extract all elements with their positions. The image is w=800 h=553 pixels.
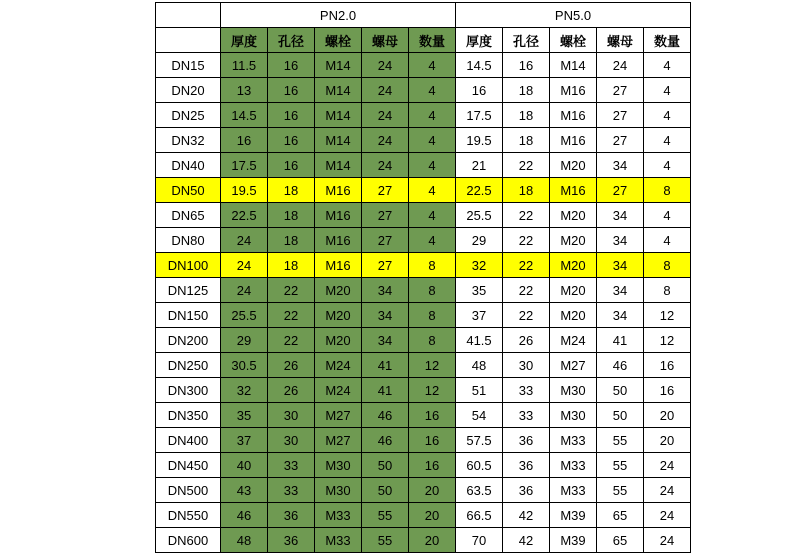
cell-pn20: 4 — [409, 203, 456, 228]
cell-pn50: 16 — [644, 353, 691, 378]
cell-pn50: 30 — [503, 353, 550, 378]
cell-pn50: 4 — [644, 153, 691, 178]
table-row — [156, 353, 691, 378]
cell-pn50: M14 — [550, 53, 597, 78]
flange-spec-sheet — [155, 2, 691, 553]
subheader-pn50-quantity: 数量 — [644, 28, 691, 53]
cell-pn50: 50 — [597, 403, 644, 428]
cell-pn50: 20 — [644, 428, 691, 453]
corner-cell — [156, 3, 221, 28]
cell-pn50: 34 — [597, 278, 644, 303]
cell-pn50: 18 — [503, 103, 550, 128]
cell-pn50: 33 — [503, 378, 550, 403]
cell-pn50: 22 — [503, 253, 550, 278]
cell-pn50: M33 — [550, 453, 597, 478]
cell-pn20: 12 — [409, 353, 456, 378]
cell-pn20: 55 — [362, 503, 409, 528]
cell-pn20: 17.5 — [221, 153, 268, 178]
cell-pn20: 33 — [268, 453, 315, 478]
cell-pn20: 16 — [268, 103, 315, 128]
cell-pn50: 18 — [503, 128, 550, 153]
cell-pn20: M24 — [315, 378, 362, 403]
table-row — [156, 503, 691, 528]
cell-pn20: 4 — [409, 103, 456, 128]
cell-pn20: 41 — [362, 378, 409, 403]
row-label: DN500 — [156, 478, 221, 503]
cell-pn20: 16 — [268, 153, 315, 178]
subheader-row — [156, 28, 691, 53]
cell-pn20: 29 — [221, 328, 268, 353]
cell-pn50: 4 — [644, 128, 691, 153]
cell-pn20: M30 — [315, 478, 362, 503]
table-body — [156, 3, 691, 553]
cell-pn20: 30.5 — [221, 353, 268, 378]
row-label: DN550 — [156, 503, 221, 528]
cell-pn50: 42 — [503, 503, 550, 528]
cell-pn20: M20 — [315, 328, 362, 353]
row-label: DN25 — [156, 103, 221, 128]
table-row — [156, 203, 691, 228]
cell-pn50: 22.5 — [456, 178, 503, 203]
cell-pn20: 16 — [268, 78, 315, 103]
cell-pn20: 37 — [221, 428, 268, 453]
cell-pn50: 4 — [644, 53, 691, 78]
cell-pn50: 22 — [503, 228, 550, 253]
row-label: DN150 — [156, 303, 221, 328]
cell-pn50: 32 — [456, 253, 503, 278]
subheader-pn20-hole-dia: 孔径 — [268, 28, 315, 53]
cell-pn20: 50 — [362, 478, 409, 503]
cell-pn20: 24 — [362, 153, 409, 178]
cell-pn50: 48 — [456, 353, 503, 378]
cell-pn20: 4 — [409, 228, 456, 253]
cell-pn50: M30 — [550, 378, 597, 403]
cell-pn20: 27 — [362, 178, 409, 203]
cell-pn50: M30 — [550, 403, 597, 428]
cell-pn20: 4 — [409, 78, 456, 103]
table-row — [156, 278, 691, 303]
cell-pn20: 32 — [221, 378, 268, 403]
cell-pn50: 12 — [644, 303, 691, 328]
cell-pn50: 4 — [644, 203, 691, 228]
cell-pn50: 65 — [597, 528, 644, 553]
cell-pn20: 30 — [268, 428, 315, 453]
cell-pn50: 25.5 — [456, 203, 503, 228]
cell-pn20: M14 — [315, 78, 362, 103]
cell-pn50: M20 — [550, 278, 597, 303]
cell-pn50: M33 — [550, 428, 597, 453]
table-row — [156, 103, 691, 128]
row-label: DN15 — [156, 53, 221, 78]
cell-pn20: 40 — [221, 453, 268, 478]
cell-pn50: 37 — [456, 303, 503, 328]
flange-spec-table — [155, 2, 691, 553]
cell-pn20: 14.5 — [221, 103, 268, 128]
table-row — [156, 478, 691, 503]
cell-pn20: 18 — [268, 228, 315, 253]
cell-pn50: M39 — [550, 528, 597, 553]
cell-pn20: 22 — [268, 278, 315, 303]
cell-pn50: 16 — [644, 378, 691, 403]
group-header-row — [156, 3, 691, 28]
cell-pn20: M20 — [315, 278, 362, 303]
subheader-pn50-nut: 螺母 — [597, 28, 644, 53]
cell-pn50: M16 — [550, 178, 597, 203]
cell-pn20: 20 — [409, 503, 456, 528]
cell-pn50: 22 — [503, 153, 550, 178]
cell-pn20: M16 — [315, 203, 362, 228]
cell-pn20: 34 — [362, 328, 409, 353]
cell-pn20: 55 — [362, 528, 409, 553]
subheader-pn50-bolt: 螺栓 — [550, 28, 597, 53]
cell-pn20: 8 — [409, 328, 456, 353]
table-row — [156, 303, 691, 328]
row-label: DN80 — [156, 228, 221, 253]
cell-pn50: 65 — [597, 503, 644, 528]
table-row — [156, 153, 691, 178]
cell-pn20: 26 — [268, 353, 315, 378]
cell-pn50: 34 — [597, 303, 644, 328]
cell-pn50: M27 — [550, 353, 597, 378]
cell-pn50: 34 — [597, 203, 644, 228]
cell-pn50: M20 — [550, 253, 597, 278]
cell-pn20: M24 — [315, 353, 362, 378]
table-row — [156, 53, 691, 78]
cell-pn20: 16 — [409, 453, 456, 478]
cell-pn50: M20 — [550, 203, 597, 228]
cell-pn50: 51 — [456, 378, 503, 403]
cell-pn20: 46 — [221, 503, 268, 528]
cell-pn50: 34 — [597, 153, 644, 178]
cell-pn20: M27 — [315, 428, 362, 453]
cell-pn20: 36 — [268, 503, 315, 528]
subheader-pn20-nut: 螺母 — [362, 28, 409, 53]
cell-pn50: 60.5 — [456, 453, 503, 478]
cell-pn20: 27 — [362, 253, 409, 278]
cell-pn50: M16 — [550, 128, 597, 153]
cell-pn50: 8 — [644, 178, 691, 203]
cell-pn20: 46 — [362, 428, 409, 453]
cell-pn50: 19.5 — [456, 128, 503, 153]
row-label: DN65 — [156, 203, 221, 228]
cell-pn50: 8 — [644, 253, 691, 278]
cell-pn20: 11.5 — [221, 53, 268, 78]
cell-pn20: 33 — [268, 478, 315, 503]
cell-pn20: M14 — [315, 153, 362, 178]
cell-pn20: 27 — [362, 203, 409, 228]
cell-pn20: M14 — [315, 103, 362, 128]
cell-pn50: 57.5 — [456, 428, 503, 453]
cell-pn50: 22 — [503, 303, 550, 328]
cell-pn50: 27 — [597, 103, 644, 128]
cell-pn20: 20 — [409, 478, 456, 503]
row-label: DN20 — [156, 78, 221, 103]
cell-pn50: 54 — [456, 403, 503, 428]
cell-pn20: 13 — [221, 78, 268, 103]
cell-pn20: 24 — [362, 78, 409, 103]
cell-pn20: 8 — [409, 303, 456, 328]
row-label: DN450 — [156, 453, 221, 478]
cell-pn20: 27 — [362, 228, 409, 253]
cell-pn20: 25.5 — [221, 303, 268, 328]
row-label: DN40 — [156, 153, 221, 178]
cell-pn50: 27 — [597, 178, 644, 203]
subheader-pn50-thickness: 厚度 — [456, 28, 503, 53]
cell-pn20: 12 — [409, 378, 456, 403]
cell-pn20: 22 — [268, 328, 315, 353]
cell-pn20: 18 — [268, 253, 315, 278]
cell-pn50: 70 — [456, 528, 503, 553]
group-header-pn50: PN5.0 — [456, 3, 691, 28]
cell-pn20: 20 — [409, 528, 456, 553]
cell-pn50: 12 — [644, 328, 691, 353]
cell-pn20: 43 — [221, 478, 268, 503]
cell-pn20: 34 — [362, 303, 409, 328]
table-row — [156, 128, 691, 153]
cell-pn50: 20 — [644, 403, 691, 428]
cell-pn50: 36 — [503, 453, 550, 478]
cell-pn20: M33 — [315, 503, 362, 528]
cell-pn20: 46 — [362, 403, 409, 428]
subheader-blank — [156, 28, 221, 53]
cell-pn50: 27 — [597, 128, 644, 153]
table-row — [156, 403, 691, 428]
cell-pn20: 19.5 — [221, 178, 268, 203]
cell-pn50: 41.5 — [456, 328, 503, 353]
cell-pn20: M33 — [315, 528, 362, 553]
cell-pn20: 50 — [362, 453, 409, 478]
cell-pn50: 63.5 — [456, 478, 503, 503]
cell-pn50: 66.5 — [456, 503, 503, 528]
row-label: DN250 — [156, 353, 221, 378]
row-label: DN32 — [156, 128, 221, 153]
cell-pn20: M14 — [315, 128, 362, 153]
cell-pn20: 34 — [362, 278, 409, 303]
group-header-pn20: PN2.0 — [221, 3, 456, 28]
cell-pn50: 18 — [503, 178, 550, 203]
cell-pn50: M20 — [550, 303, 597, 328]
cell-pn20: 18 — [268, 203, 315, 228]
table-row — [156, 78, 691, 103]
cell-pn50: M20 — [550, 228, 597, 253]
cell-pn50: 21 — [456, 153, 503, 178]
cell-pn20: M16 — [315, 228, 362, 253]
table-row — [156, 228, 691, 253]
cell-pn20: 22.5 — [221, 203, 268, 228]
table-row — [156, 253, 691, 278]
cell-pn50: M16 — [550, 103, 597, 128]
cell-pn50: 24 — [644, 503, 691, 528]
cell-pn20: 24 — [221, 278, 268, 303]
cell-pn50: 46 — [597, 353, 644, 378]
row-label: DN100 — [156, 253, 221, 278]
cell-pn50: 26 — [503, 328, 550, 353]
cell-pn50: 4 — [644, 78, 691, 103]
cell-pn50: 29 — [456, 228, 503, 253]
row-label: DN200 — [156, 328, 221, 353]
cell-pn50: 4 — [644, 228, 691, 253]
cell-pn20: 26 — [268, 378, 315, 403]
cell-pn20: 4 — [409, 53, 456, 78]
subheader-pn20-quantity: 数量 — [409, 28, 456, 53]
row-label: DN600 — [156, 528, 221, 553]
cell-pn20: 22 — [268, 303, 315, 328]
cell-pn50: 17.5 — [456, 103, 503, 128]
cell-pn20: 24 — [362, 53, 409, 78]
cell-pn20: M16 — [315, 178, 362, 203]
cell-pn20: 30 — [268, 403, 315, 428]
table-row — [156, 428, 691, 453]
cell-pn20: 24 — [362, 103, 409, 128]
cell-pn50: 35 — [456, 278, 503, 303]
cell-pn50: 41 — [597, 328, 644, 353]
cell-pn50: 34 — [597, 253, 644, 278]
cell-pn20: M14 — [315, 53, 362, 78]
cell-pn20: 4 — [409, 128, 456, 153]
subheader-pn20-bolt: 螺栓 — [315, 28, 362, 53]
cell-pn50: 55 — [597, 478, 644, 503]
cell-pn50: M39 — [550, 503, 597, 528]
cell-pn50: 18 — [503, 78, 550, 103]
row-label: DN125 — [156, 278, 221, 303]
cell-pn50: 14.5 — [456, 53, 503, 78]
cell-pn50: 16 — [456, 78, 503, 103]
table-row — [156, 178, 691, 203]
cell-pn20: 36 — [268, 528, 315, 553]
table-row — [156, 328, 691, 353]
cell-pn50: 24 — [644, 528, 691, 553]
cell-pn50: 36 — [503, 428, 550, 453]
cell-pn20: 18 — [268, 178, 315, 203]
cell-pn50: 50 — [597, 378, 644, 403]
row-label: DN50 — [156, 178, 221, 203]
cell-pn20: 4 — [409, 178, 456, 203]
cell-pn20: 41 — [362, 353, 409, 378]
cell-pn50: 22 — [503, 278, 550, 303]
cell-pn50: 36 — [503, 478, 550, 503]
cell-pn20: 16 — [268, 53, 315, 78]
cell-pn20: 24 — [221, 228, 268, 253]
cell-pn50: 24 — [644, 453, 691, 478]
cell-pn50: M33 — [550, 478, 597, 503]
cell-pn20: 16 — [409, 403, 456, 428]
cell-pn50: 33 — [503, 403, 550, 428]
cell-pn50: M20 — [550, 153, 597, 178]
cell-pn50: 55 — [597, 428, 644, 453]
cell-pn20: 48 — [221, 528, 268, 553]
cell-pn50: M24 — [550, 328, 597, 353]
cell-pn50: 42 — [503, 528, 550, 553]
cell-pn50: 22 — [503, 203, 550, 228]
row-label: DN350 — [156, 403, 221, 428]
cell-pn50: 24 — [597, 53, 644, 78]
subheader-pn50-hole-dia: 孔径 — [503, 28, 550, 53]
cell-pn50: 8 — [644, 278, 691, 303]
cell-pn20: M30 — [315, 453, 362, 478]
cell-pn20: M20 — [315, 303, 362, 328]
cell-pn50: 24 — [644, 478, 691, 503]
cell-pn20: 8 — [409, 278, 456, 303]
cell-pn20: 24 — [362, 128, 409, 153]
cell-pn50: M16 — [550, 78, 597, 103]
cell-pn20: 35 — [221, 403, 268, 428]
cell-pn20: M27 — [315, 403, 362, 428]
cell-pn20: 16 — [409, 428, 456, 453]
table-row — [156, 453, 691, 478]
cell-pn50: 27 — [597, 78, 644, 103]
cell-pn20: 4 — [409, 153, 456, 178]
row-label: DN300 — [156, 378, 221, 403]
cell-pn20: 24 — [221, 253, 268, 278]
cell-pn50: 34 — [597, 228, 644, 253]
cell-pn50: 55 — [597, 453, 644, 478]
row-label: DN400 — [156, 428, 221, 453]
cell-pn20: 16 — [268, 128, 315, 153]
cell-pn50: 16 — [503, 53, 550, 78]
cell-pn50: 4 — [644, 103, 691, 128]
cell-pn20: M16 — [315, 253, 362, 278]
cell-pn20: 16 — [221, 128, 268, 153]
cell-pn20: 8 — [409, 253, 456, 278]
table-row — [156, 378, 691, 403]
table-row — [156, 528, 691, 553]
subheader-pn20-thickness: 厚度 — [221, 28, 268, 53]
